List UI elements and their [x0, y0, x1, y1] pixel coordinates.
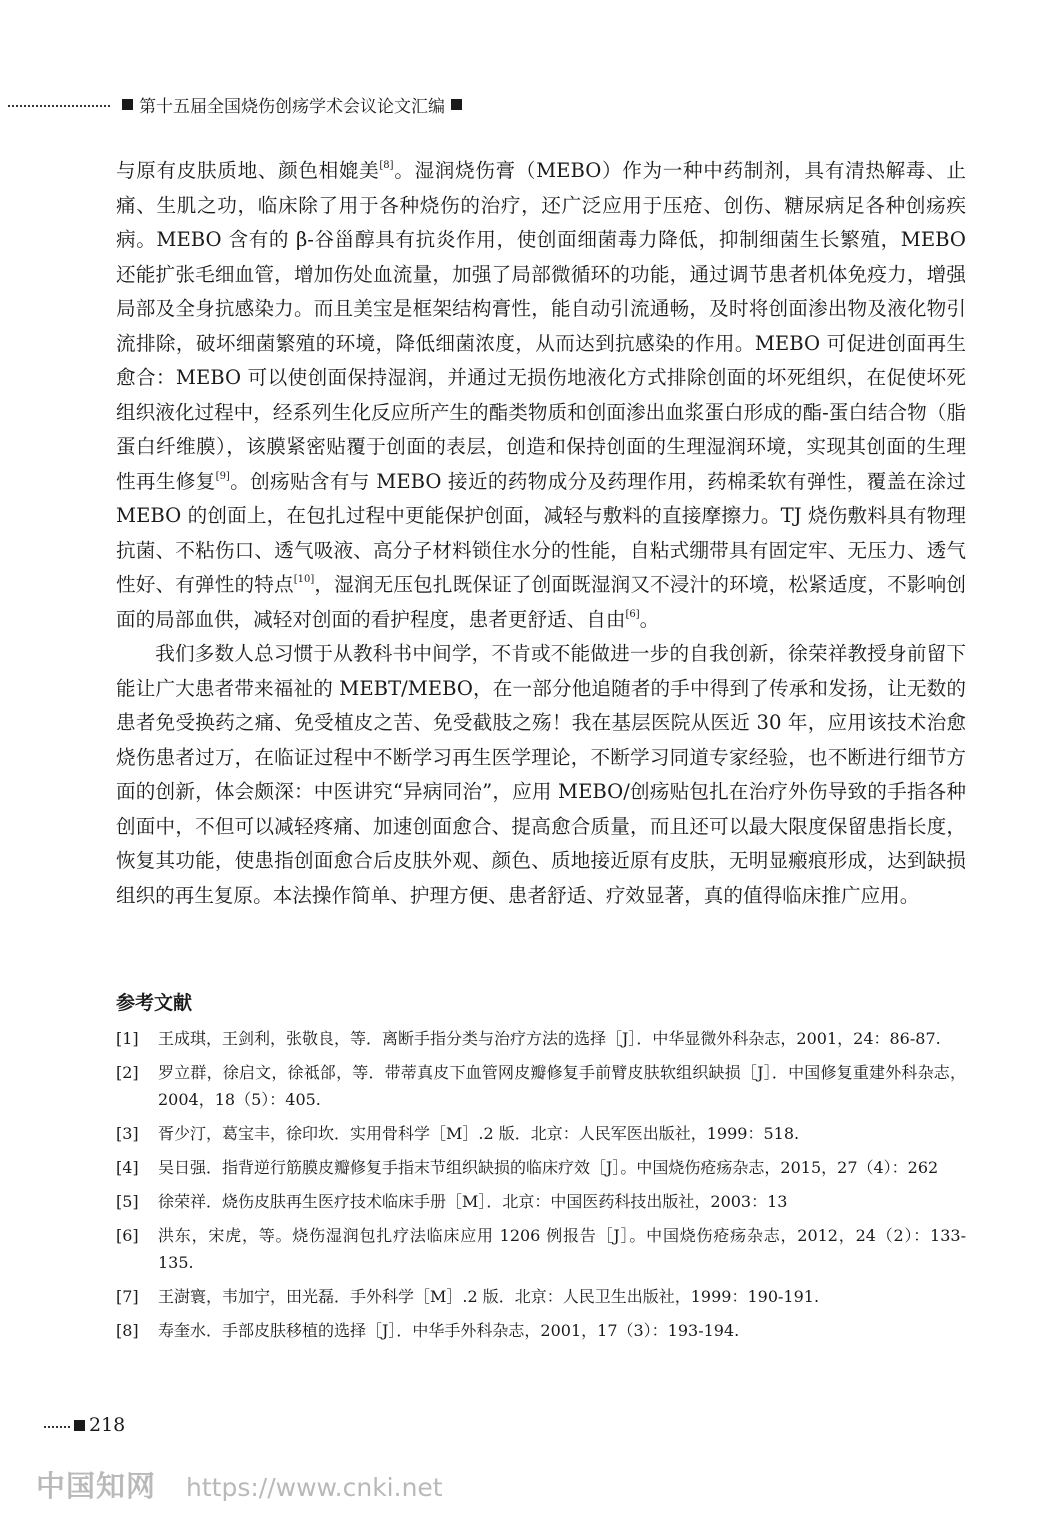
- reference-number: [1]: [116, 1029, 139, 1048]
- paragraph-1-text-2: 。湿润烧伤膏（MEBO）作为一种中药制剂，具有清热解毒、止痛、生肌之功，临床除了用于各种烧伤的治疗，还广泛应用于压疮、创伤、糖尿病足各种创疡疾病。MEBO 含有的 β-谷甾醇具有抗炎作用，使创面细菌毒力降低，抑制细菌生长繁殖，MEBO 还能扩张毛细血管，增加伤处血流量，加强了局部微循环的功能，通过调节患者机体免疫力，增强局部及全身抗感染力。而且美宝是框架结构膏性，能自动引流通畅，及时将创面渗出物及液化物引流排除，破坏细菌繁殖的环境，降低细菌浓度，从而达到抗感染的作用。MEBO 可促进创面再生愈合：MEBO 可以使创面保持湿润，并通过无损伤地液化方式排除创面的坏死组织，在促使坏死组织液化过程中，经系列生化反应所产生的酯类物质和创面渗出血浆蛋白形成的酯-蛋白结合物（脂蛋白纤维膜），该膜紧密贴覆于创面的表层，创造和保持创面的生理湿润环境，实现其创面的生理性再生修复: [116, 159, 966, 493]
- paragraph-1: [116, 154, 966, 637]
- reference-item: [116, 1283, 966, 1310]
- running-header: [8, 92, 568, 116]
- reference-text: 胥少汀，葛宝丰，徐印坎．实用骨科学［M］.2 版．北京：人民军医出版社，1999：518.: [158, 1124, 800, 1143]
- reference-item: [116, 1317, 966, 1344]
- reference-number: [4]: [116, 1158, 139, 1177]
- page-number: 218: [89, 1414, 126, 1436]
- reference-text: 吴日强．指背逆行筋膜皮瓣修复手指末节组织缺损的临床疗效［J］。中国烧伤疮疡杂志，2015，27（4）：262: [158, 1158, 939, 1177]
- paragraph-1-text-1: 与原有皮肤质地、颜色相媲美: [116, 159, 380, 182]
- watermark-url: https://www.cnki.net: [186, 1473, 443, 1502]
- paragraph-1-text-3: 。创疡贴含有与 MEBO 接近的药物成分及药理作用，药棉柔软有弹性，覆盖在涂过 MEBO 的创面上，在包扎过程中更能保护创面，减轻与敷料的直接摩擦力。TJ 烧伤敷料具有物理抗菌、不粘伤口、透气吸液、高分子材料锁住水分的性能，自粘式绷带具有固定牢、无压力、透气性好、有弹性的特点: [116, 469, 966, 596]
- header-square-bullet-right: [451, 99, 462, 110]
- watermark-logo: 中国知网: [36, 1469, 157, 1503]
- reference-item: [116, 1154, 966, 1181]
- reference-number: [6]: [116, 1226, 139, 1245]
- header-dotted-leader: [8, 105, 110, 107]
- reference-item: [116, 1120, 966, 1147]
- header-square-bullet-left: [122, 99, 133, 110]
- header-title: 第十五届全国烧伤创疡学术会议论文汇编: [139, 96, 445, 117]
- reference-item: [116, 1222, 966, 1276]
- references-heading: 参考文献: [116, 992, 193, 1014]
- reference-number: [3]: [116, 1124, 139, 1143]
- citation-10: [10]: [293, 574, 315, 585]
- footer-square-bullet: [74, 1420, 85, 1431]
- reference-number: [5]: [116, 1192, 139, 1211]
- reference-number: [8]: [116, 1321, 139, 1340]
- reference-text: 寿奎水．手部皮肤移植的选择［J］．中华手外科杂志，2001，17（3）：193-194.: [158, 1321, 740, 1340]
- paragraph-1-text-5: 。: [639, 607, 660, 631]
- paragraph-2: 我们多数人总习惯于从教科书中间学，不肯或不能做进一步的自我创新，徐荣祥教授身前留下能让广大患者带来福祉的 MEBT/MEBO，在一部分他追随者的手中得到了传承和发扬，让无数的患者免受换药之痛、免受植皮之苦、免受截肢之殇！我在基层医院从医近 30 年，应用该技术治愈烧伤患者过万，在临证过程中不断学习再生医学理论，不断学习同道专家经验，也不断进行细节方面的创新，体会颇深：中医讲究“异病同治”，应用 MEBO/创疡贴包扎在治疗外伤导致的手指各种创面中，不但可以减轻疼痛、加速创面愈合、提高愈合质量，而且还可以最大限度保留患指长度，恢复其功能，使患指创面愈合后皮肤外观、颜色、质地接近原有皮肤，无明显瘢痕形成，达到缺损组织的再生复原。本法操作简单、护理方便、患者舒适、疗效显著，真的值得临床推广应用。: [116, 642, 966, 907]
- reference-item: [116, 1188, 966, 1215]
- reference-number: [2]: [116, 1063, 139, 1082]
- reference-text: 洪东，宋虎，等。烧伤湿润包扎疗法临床应用 1206 例报告［J］。中国烧伤疮疡杂志，2012，24（2）：133-135.: [158, 1226, 966, 1272]
- citation-9: [9]: [215, 470, 230, 482]
- references-list: [116, 1025, 966, 1351]
- cnki-watermark: [36, 1464, 443, 1505]
- footer-dotted-leader: [44, 1426, 70, 1428]
- citation-6: [6]: [625, 608, 640, 620]
- paragraph-1-text-4: ，湿润无压包扎既保证了创面既湿润又不浸汁的环境，松紧适度，不影响创面的局部血供，减轻对创面的看护程度，患者更舒适、自由: [116, 573, 967, 631]
- citation-8: [8]: [379, 160, 394, 171]
- reference-text: 徐荣祥．烧伤皮肤再生医疗技术临床手册［M］．北京：中国医药科技出版社，2003：13: [158, 1192, 788, 1211]
- reference-text: 罗立群，徐启文，徐祗郃，等．带蒂真皮下血管网皮瓣修复手前臂皮肤软组织缺损［J］．中国修复重建外科杂志，2004，18（5）：405.: [158, 1063, 966, 1109]
- reference-item: [116, 1025, 966, 1052]
- reference-item: [116, 1059, 966, 1113]
- body-text: [116, 154, 966, 913]
- page-footer: [44, 1414, 125, 1436]
- reference-text: 王成琪，王剑利，张敬良，等．离断手指分类与治疗方法的选择［J］．中华显微外科杂志，2001，24：86-87.: [158, 1029, 941, 1048]
- reference-number: [7]: [116, 1287, 139, 1306]
- reference-text: 王澍寰，韦加宁，田光磊．手外科学［M］.2 版．北京：人民卫生出版社，1999：190-191.: [158, 1287, 820, 1306]
